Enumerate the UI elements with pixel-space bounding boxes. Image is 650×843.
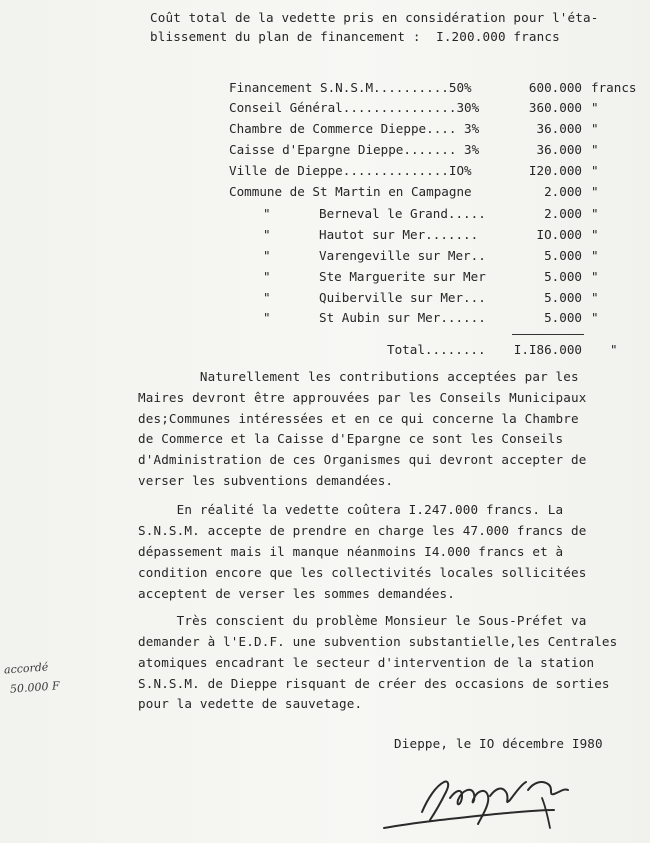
row-unit: " <box>591 290 599 305</box>
row-unit: " <box>591 100 599 115</box>
row-unit: " <box>591 206 599 221</box>
row-label: Ville de Dieppe..............IO% <box>229 163 472 178</box>
row-unit: " <box>591 248 599 263</box>
total-row <box>229 342 629 362</box>
paragraph-line: Très conscient du problème Monsieur le Sous-Préfet va <box>138 613 587 628</box>
row-unit: " <box>591 310 599 325</box>
row-amount: 5.000 <box>544 269 582 284</box>
row-label: Ste Marguerite sur Mer <box>319 269 486 284</box>
row-unit: " <box>591 163 599 178</box>
row-amount: 36.000 <box>536 142 582 157</box>
row-label: Caisse d'Epargne Dieppe....... 3% <box>229 142 480 157</box>
total-label: Total........ <box>387 342 486 357</box>
total-unit: " <box>610 342 618 357</box>
paragraph-line: de Commerce et la Caisse d'Epargne ce sont les Conseils <box>138 431 564 446</box>
ditto-mark: " <box>263 290 271 305</box>
row-unit: " <box>591 269 599 284</box>
row-label: Berneval le Grand..... <box>319 206 486 221</box>
row-amount: 5.000 <box>544 290 582 305</box>
row-label: Chambre de Commerce Dieppe.... 3% <box>229 121 480 136</box>
row-unit: " <box>591 184 599 199</box>
table-row <box>229 184 629 204</box>
paragraph-line: condition encore que les collectivités locales sollicitées <box>138 565 587 580</box>
paragraph-line: demander à l'E.D.F. une subvention substantielle,les Centrales <box>138 634 618 649</box>
row-label: Varengeville sur Mer.. <box>319 248 486 263</box>
table-row <box>229 227 629 247</box>
row-amount: 600.000 <box>528 80 582 95</box>
table-row <box>229 100 629 120</box>
table-row <box>229 80 637 100</box>
ditto-mark: " <box>263 269 271 284</box>
paragraph-line: verser les subventions demandées. <box>138 473 394 488</box>
table-row <box>229 248 629 268</box>
place-date: Dieppe, le IO décembre I980 <box>394 736 603 751</box>
paragraph-line: acceptent de verser les sommes demandées. <box>138 586 456 601</box>
paragraph-line: des;Communes intéressées et en ce qui concerne la Chambre <box>138 411 579 426</box>
row-label: Hautot sur Mer....... <box>319 227 479 242</box>
row-amount: IO.000 <box>536 227 582 242</box>
row-amount: 5.000 <box>544 248 582 263</box>
row-label: Commune de St Martin en Campagne <box>229 184 472 199</box>
header-line-2: blissement du plan de financement : I.200.000 francs <box>150 29 560 44</box>
row-label: Quiberville sur Mer... <box>319 290 486 305</box>
paragraph-line: dépassement mais il manque néanmoins I4.000 francs et à <box>138 544 564 559</box>
row-amount: 2.000 <box>544 206 582 221</box>
row-label: Conseil Général...............30% <box>229 100 480 115</box>
ditto-mark: " <box>263 227 271 242</box>
paragraph-line: S.N.S.M. de Dieppe risquant de créer des occasions de sorties <box>138 676 610 691</box>
table-row <box>229 269 629 289</box>
row-unit: " <box>591 121 599 136</box>
table-row <box>229 206 629 226</box>
table-row <box>229 310 629 330</box>
paragraph-line: En réalité la vedette coûtera I.247.000 francs. La <box>138 502 564 517</box>
row-amount: 5.000 <box>544 310 582 325</box>
row-amount: 360.000 <box>528 100 582 115</box>
total-rule <box>512 334 584 335</box>
total-amount: I.I86.000 <box>513 342 582 357</box>
paragraph-line: Naturellement les contributions acceptées par les <box>138 369 579 384</box>
row-label: St Aubin sur Mer...... <box>319 310 486 325</box>
row-amount: 2.000 <box>544 184 582 199</box>
table-row <box>229 290 629 310</box>
row-amount: I20.000 <box>528 163 582 178</box>
ditto-mark: " <box>263 310 271 325</box>
margin-note-line-2: 50.000 F <box>9 679 61 696</box>
row-unit: francs <box>591 80 637 95</box>
table-row <box>229 163 629 183</box>
table-row <box>229 121 629 141</box>
paragraph-line: d'Administration de ces Organismes qui devront accepter de <box>138 452 587 467</box>
ditto-mark: " <box>263 206 271 221</box>
row-label: Financement S.N.S.M..........50% <box>229 80 472 95</box>
margin-note-line-1: accordé <box>3 660 49 677</box>
header-line-1: Coût total de la vedette pris en considération pour l'éta- <box>150 10 599 25</box>
paragraph-line: pour la vedette de sauvetage. <box>138 696 363 711</box>
table-row <box>229 142 629 162</box>
row-amount: 36.000 <box>536 121 582 136</box>
paragraph-line: S.N.S.M. accepte de prendre en charge les 47.000 francs de <box>138 523 587 538</box>
ditto-mark: " <box>263 248 271 263</box>
paragraph-line: Maires devront être approuvées par les Conseils Municipaux <box>138 390 587 405</box>
row-unit: " <box>591 227 599 242</box>
row-unit: " <box>591 142 599 157</box>
paragraph-line: atomiques encadrant le secteur d'intervention de la station <box>138 655 595 670</box>
signature <box>378 768 592 836</box>
